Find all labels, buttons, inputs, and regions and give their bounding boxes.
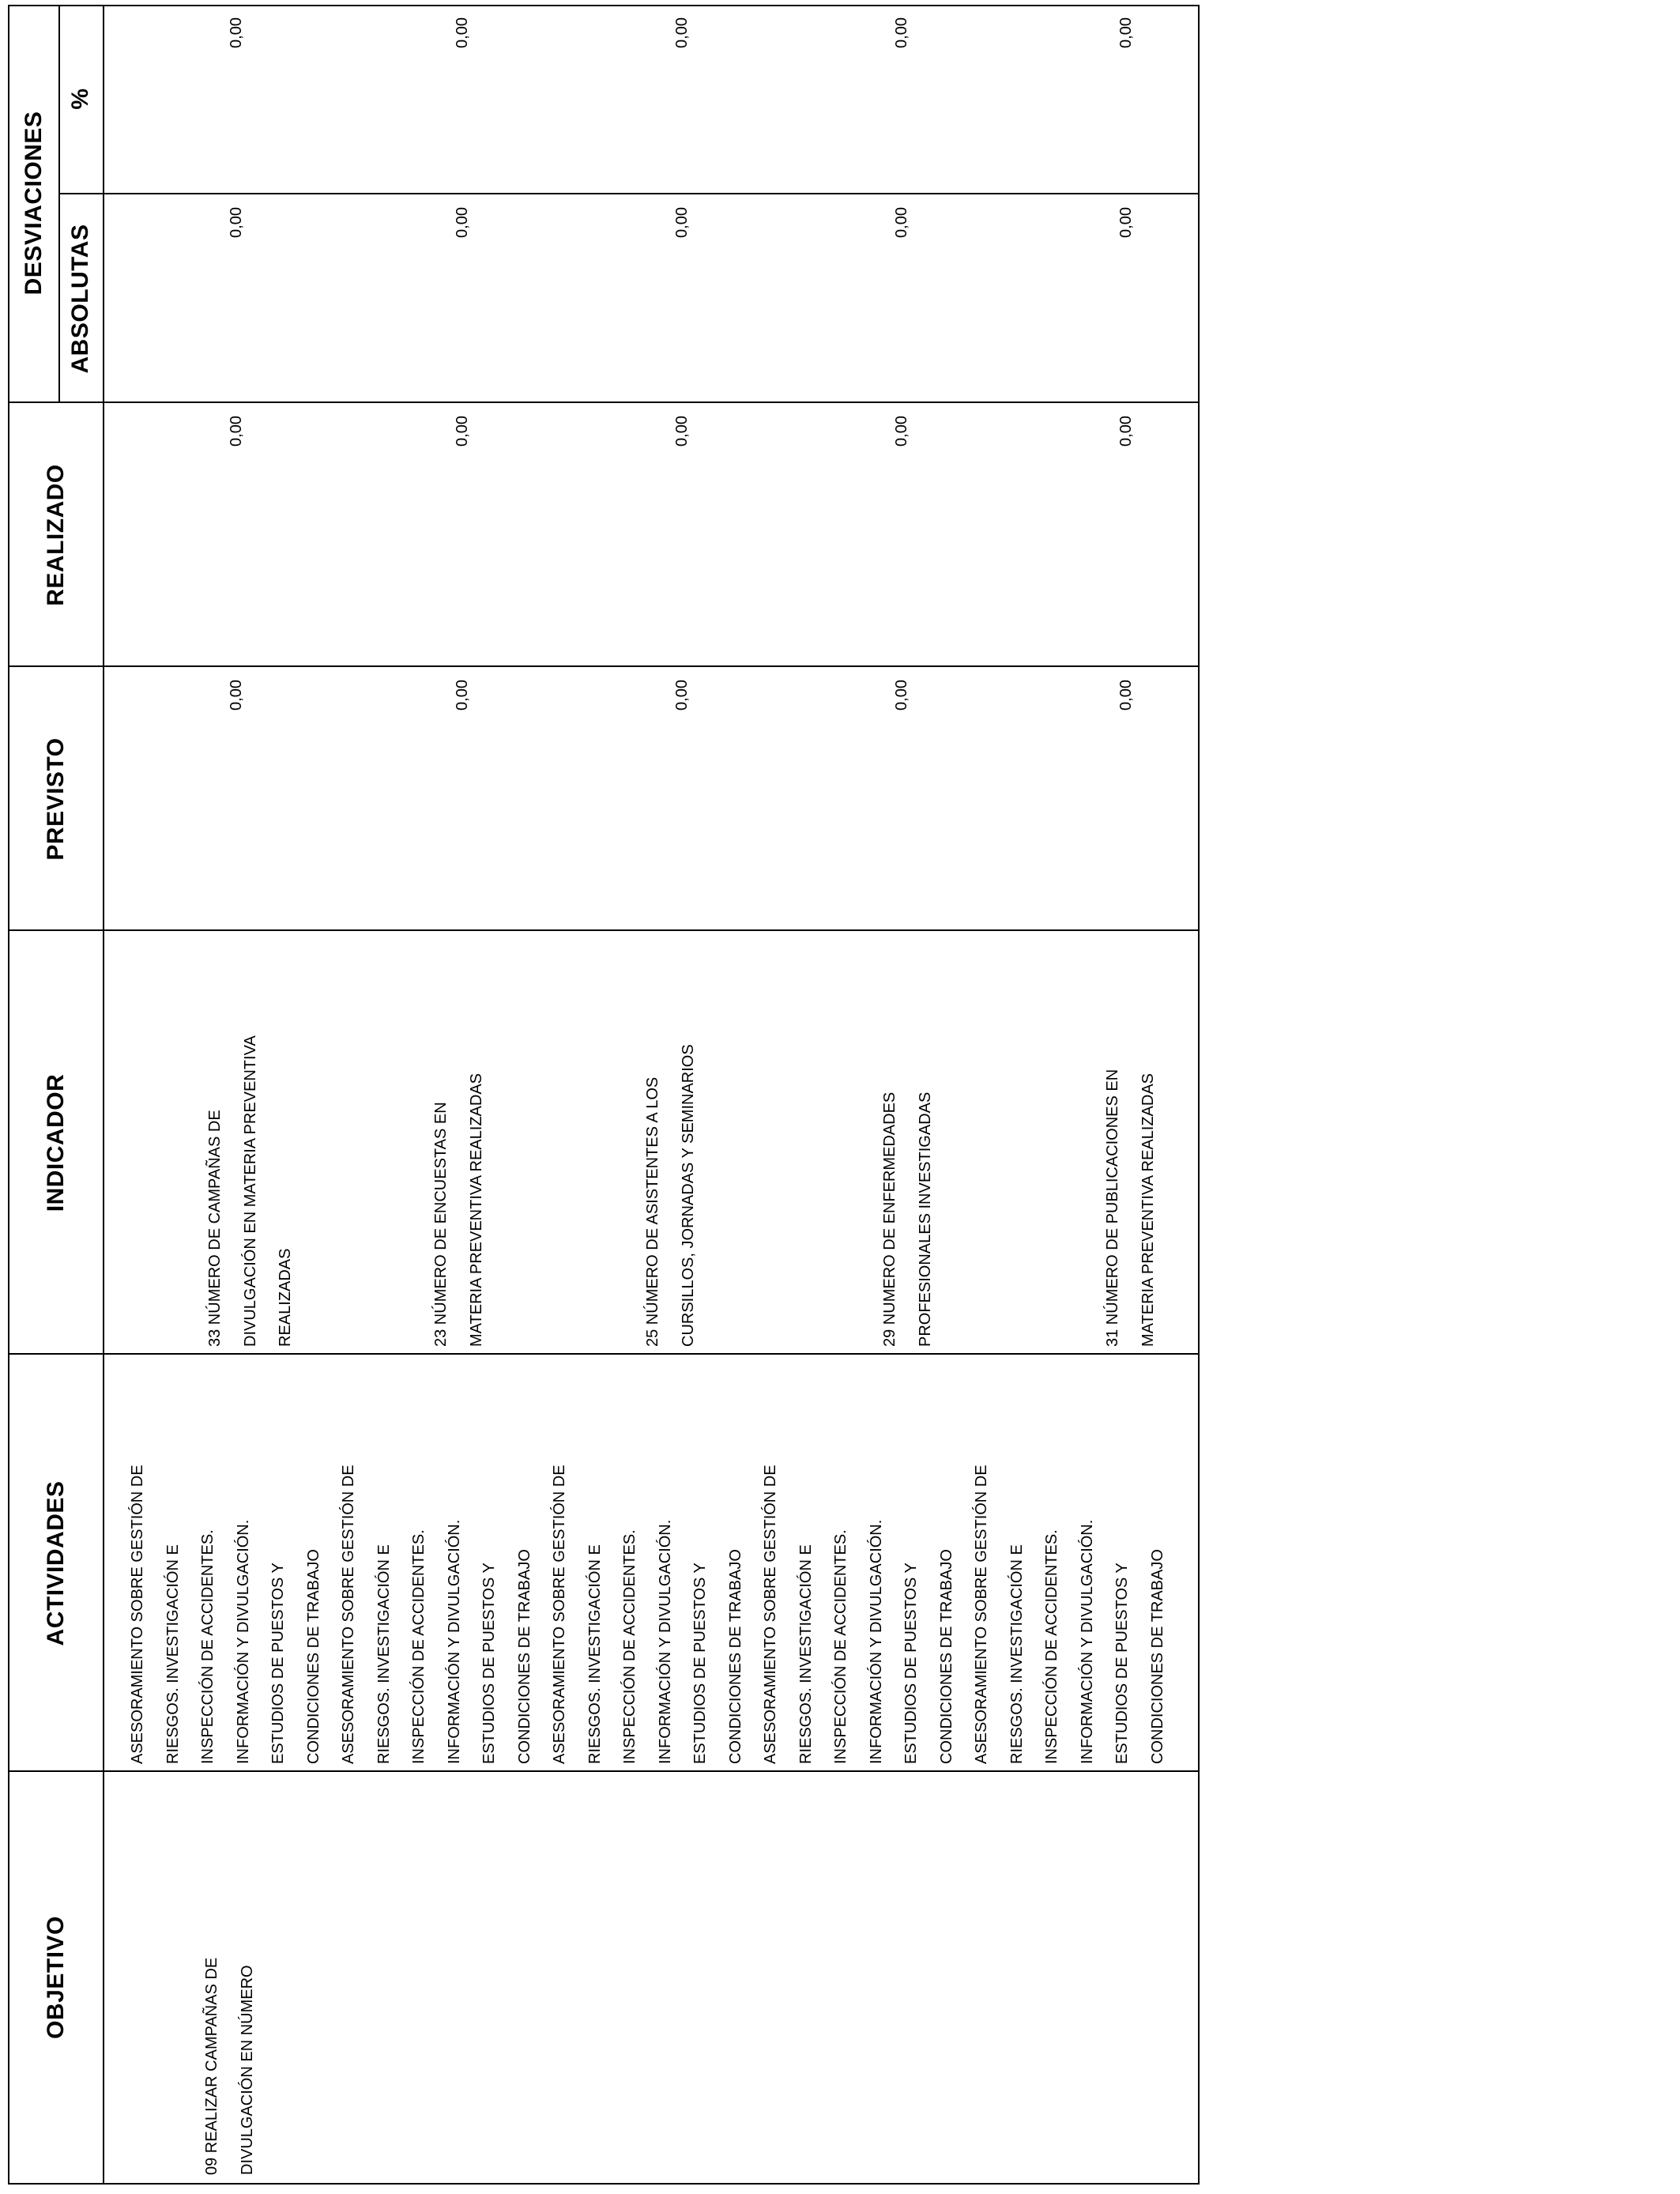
previsto-cell: 0,00 [1117, 680, 1135, 711]
actividad-item: ASESORAMIENTO SOBRE GESTIÓN DE RIESGOS. INVESTIGACIÓN E INSPECCIÓN DE ACCIDENTES. INFORMACIÓN Y DIVULGACIÓN. ESTUDIOS DE PUESTOS Y CONDICIONES DE TRABAJO [129, 1465, 322, 1764]
header-realizado: REALIZADO [43, 464, 69, 606]
col-divider [9, 401, 1198, 403]
absolutas-cell: 0,00 [893, 207, 910, 238]
actividad-item: ASESORAMIENTO SOBRE GESTIÓN DE RIESGOS. INVESTIGACIÓN E INSPECCIÓN DE ACCIDENTES. INFORMACIÓN Y DIVULGACIÓN. ESTUDIOS DE PUESTOS Y CONDICIONES DE TRABAJO [551, 1465, 744, 1764]
porcentaje-cell: 0,00 [228, 17, 245, 48]
header-actividades: ACTIVIDADES [43, 1480, 69, 1646]
col-divider [9, 929, 1198, 931]
col-divider [9, 1353, 1198, 1355]
realizado-cell: 0,00 [454, 416, 471, 447]
actividad-item: ASESORAMIENTO SOBRE GESTIÓN DE RIESGOS. INVESTIGACIÓN E INSPECCIÓN DE ACCIDENTES. INFORMACIÓN Y DIVULGACIÓN. ESTUDIOS DE PUESTOS Y CONDICIONES DE TRABAJO [973, 1465, 1166, 1764]
actividad-item: ASESORAMIENTO SOBRE GESTIÓN DE RIESGOS. INVESTIGACIÓN E INSPECCIÓN DE ACCIDENTES. INFORMACIÓN Y DIVULGACIÓN. ESTUDIOS DE PUESTOS Y CONDICIONES DE TRABAJO [340, 1465, 533, 1764]
indicador-cell: 25 NÚMERO DE ASISTENTES A LOS CURSILLOS, JORNADAS Y SEMINARIOS [644, 1044, 697, 1347]
previsto-cell: 0,00 [228, 680, 245, 711]
absolutas-cell: 0,00 [454, 207, 471, 238]
absolutas-cell: 0,00 [228, 207, 245, 238]
porcentaje-cell: 0,00 [1117, 17, 1135, 48]
col-divider [58, 193, 1198, 194]
realizado-cell: 0,00 [893, 416, 910, 447]
header-porcentaje: % [67, 88, 93, 110]
realizado-cell: 0,00 [228, 416, 245, 447]
indicador-cell: 23 NÚMERO DE ENCUESTAS EN MATERIA PREVENTIVA REALIZADAS [432, 1072, 485, 1347]
header-objetivo: OBJETIVO [43, 1916, 69, 2039]
report-table [8, 5, 1200, 2185]
porcentaje-cell: 0,00 [454, 17, 471, 48]
previsto-cell: 0,00 [893, 680, 910, 711]
header-absolutas: ABSOLUTAS [67, 224, 93, 374]
porcentaje-cell: 0,00 [673, 17, 691, 48]
realizado-cell: 0,00 [1117, 416, 1135, 447]
objetivo-text: 09 REALIZAR CAMPAÑAS DE DIVULGACIÓN EN NÚMERO [203, 1957, 256, 2175]
indicador-cell: 33 NÚMERO DE CAMPAÑAS DE DIVULGACIÓN EN MATERIA PREVENTIVA REALIZADAS [206, 1035, 294, 1347]
col-divider [9, 1770, 1198, 1772]
header-desviaciones: DESVIACIONES [21, 111, 47, 296]
col-divider [9, 665, 1198, 667]
indicador-cell: 31 NÚMERO DE PUBLICACIONES EN MATERIA PREVENTIVA REALIZADAS [1104, 1069, 1157, 1347]
porcentaje-cell: 0,00 [893, 17, 910, 48]
actividades-list [120, 1357, 1175, 1764]
absolutas-cell: 0,00 [673, 207, 691, 238]
previsto-cell: 0,00 [673, 680, 691, 711]
header-indicador: INDICADOR [43, 1073, 69, 1212]
realizado-cell: 0,00 [673, 416, 691, 447]
actividad-item: ASESORAMIENTO SOBRE GESTIÓN DE RIESGOS. INVESTIGACIÓN E INSPECCIÓN DE ACCIDENTES. INFORMACIÓN Y DIVULGACIÓN. ESTUDIOS DE PUESTOS Y CONDICIONES DE TRABAJO [762, 1465, 955, 1764]
previsto-cell: 0,00 [454, 680, 471, 711]
header-previsto: PREVISTO [43, 737, 69, 861]
absolutas-cell: 0,00 [1117, 207, 1135, 238]
indicador-cell: 29 NUMERO DE ENFERMEDADES PROFESIONALES INVESTIGADAS [881, 1091, 934, 1347]
